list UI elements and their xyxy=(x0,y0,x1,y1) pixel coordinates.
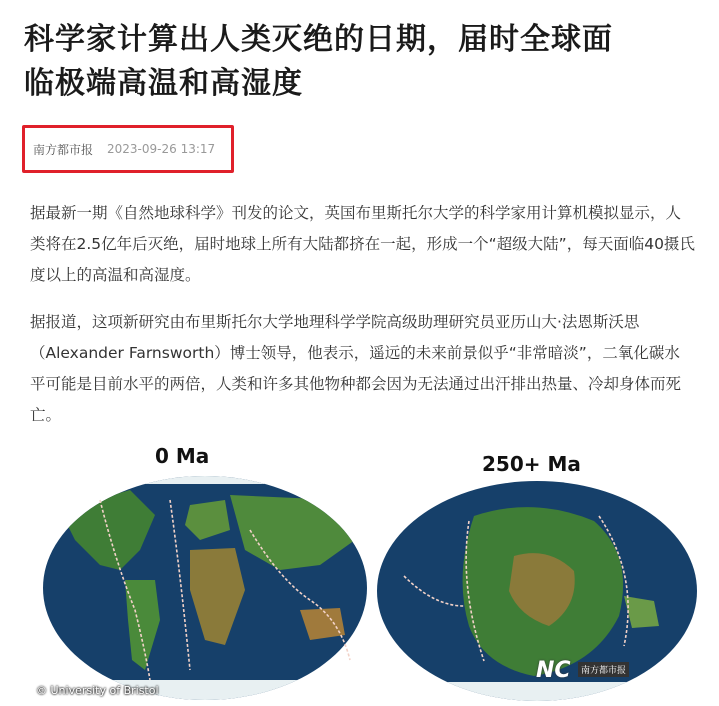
publish-date: 2023-09-26 13:17 xyxy=(107,142,216,156)
present-day-earth-map xyxy=(40,470,370,702)
watermark-sub: 南方都市报 xyxy=(578,662,629,677)
source-link[interactable]: 南方都市报 xyxy=(33,142,94,157)
watermark-logo: NC xyxy=(536,658,571,683)
image-credit: © University of Bristol xyxy=(36,684,159,697)
title-line-2: 临极端高温和高湿度 xyxy=(24,66,303,101)
article-title xyxy=(24,18,704,106)
paragraph-2: 据报道，这项新研究由布里斯托尔大学地理科学学院高级助理研究员亚历山大·法恩斯沃思（Alexander Farnsworth）博士领导，他表示，遥远的未来前景似乎“非常暗淡”，二氧化碳水平可能是目前水平的两倍，人类和许多其他物种都会因为无法通过出汗排出热量、冷却身体而死亡。 xyxy=(30,313,682,424)
title-line-1: 科学家计算出人类灭绝的日期，届时全球面 xyxy=(24,22,613,57)
article-meta-box xyxy=(22,125,234,173)
map-label-present: 0 Ma xyxy=(155,444,210,468)
paragraph-1: 据最新一期《自然地球科学》刊发的论文，英国布里斯托尔大学的科学家用计算机模拟显示，人类将在2.5亿年后灭绝，届时地球上所有大陆都挤在一起，形成一个“超级大陆”，每天面临40摄氏度以上的高温和高湿度。 xyxy=(30,204,695,284)
map-label-future: 250+ Ma xyxy=(482,452,581,476)
